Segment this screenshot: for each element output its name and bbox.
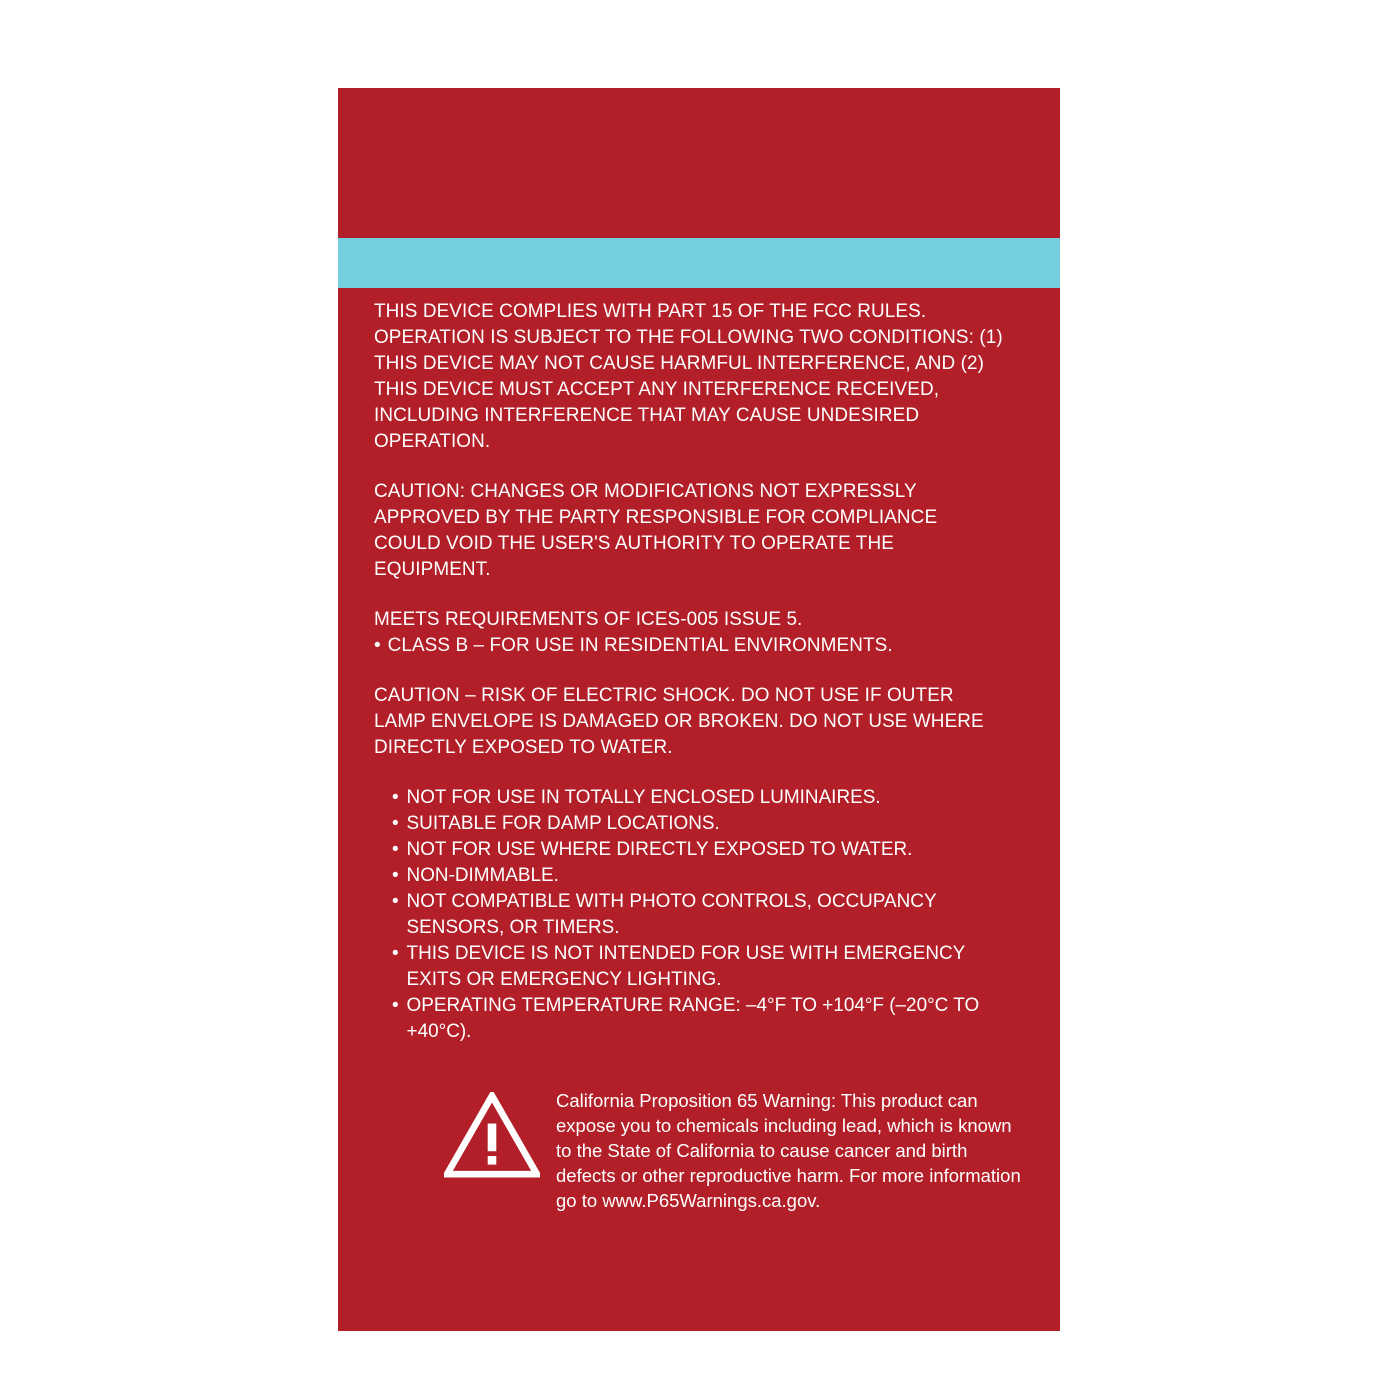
caution-modifications-paragraph: CAUTION: CHANGES OR MODIFICATIONS NOT EXPRESSLY APPROVED BY THE PARTY RESPONSIBLE FOR COMPLIANCE COULD VOID THE USER'S AUTHORITY TO OPERATE THE EQUIPMENT. bbox=[374, 480, 938, 580]
list-item: • OPERATING TEMPERATURE RANGE: –4°F TO +104°F (–20°C TO +40°C). bbox=[392, 992, 1005, 1044]
ices-group bbox=[374, 606, 1024, 658]
list-item: • NON-DIMMABLE. bbox=[392, 862, 1005, 888]
label-top-blank-band bbox=[338, 88, 1060, 238]
list-item: • NOT FOR USE WHERE DIRECTLY EXPOSED TO WATER. bbox=[392, 836, 1005, 862]
ices-heading: MEETS REQUIREMENTS OF ICES-005 ISSUE 5. bbox=[374, 608, 803, 630]
usage-bullet-list bbox=[374, 784, 1024, 1044]
list-item: • NOT COMPATIBLE WITH PHOTO CONTROLS, OCCUPANCY SENSORS, OR TIMERS. bbox=[392, 888, 1005, 940]
list-item: • THIS DEVICE IS NOT INTENDED FOR USE WITH EMERGENCY EXITS OR EMERGENCY LIGHTING. bbox=[392, 940, 1005, 992]
list-item: • SUITABLE FOR DAMP LOCATIONS. bbox=[392, 810, 1005, 836]
label-content bbox=[374, 298, 1024, 1213]
prop65-warning-text: California Proposition 65 Warning: This product can expose you to chemicals including lead, which is known to the State of California to cause cancer and birth defects or other reproductive harm. For more information go to www.P65Warnings.ca.gov. bbox=[556, 1090, 1021, 1211]
fcc-compliance-paragraph: THIS DEVICE COMPLIES WITH PART 15 OF THE FCC RULES. OPERATION IS SUBJECT TO THE FOLLOWING TWO CONDITIONS: (1) THIS DEVICE MAY NOT CAUSE HARMFUL INTERFERENCE, AND (2) THIS DEVICE MUST ACCEPT ANY INTERFERENCE RECEIVED, INCLUDING INTERFERENCE THAT MAY CAUSE UNDESIRED OPERATION. bbox=[374, 300, 1003, 452]
caution-electric-shock-paragraph: CAUTION – RISK OF ELECTRIC SHOCK. DO NOT USE IF OUTER LAMP ENVELOPE IS DAMAGED OR BROKEN. DO NOT USE WHERE DIRECTLY EXPOSED TO WATER. bbox=[374, 684, 984, 758]
ices-bullet bbox=[374, 632, 1005, 658]
accent-stripe bbox=[338, 238, 1060, 288]
product-label-panel bbox=[338, 88, 1060, 1331]
list-item: • NOT FOR USE IN TOTALLY ENCLOSED LUMINAIRES. bbox=[392, 784, 1005, 810]
warning-triangle-icon bbox=[444, 1092, 540, 1183]
prop65-warning-block bbox=[374, 1088, 1024, 1213]
ices-bullet-text: • CLASS B – FOR USE IN RESIDENTIAL ENVIRONMENTS. bbox=[374, 632, 1005, 658]
